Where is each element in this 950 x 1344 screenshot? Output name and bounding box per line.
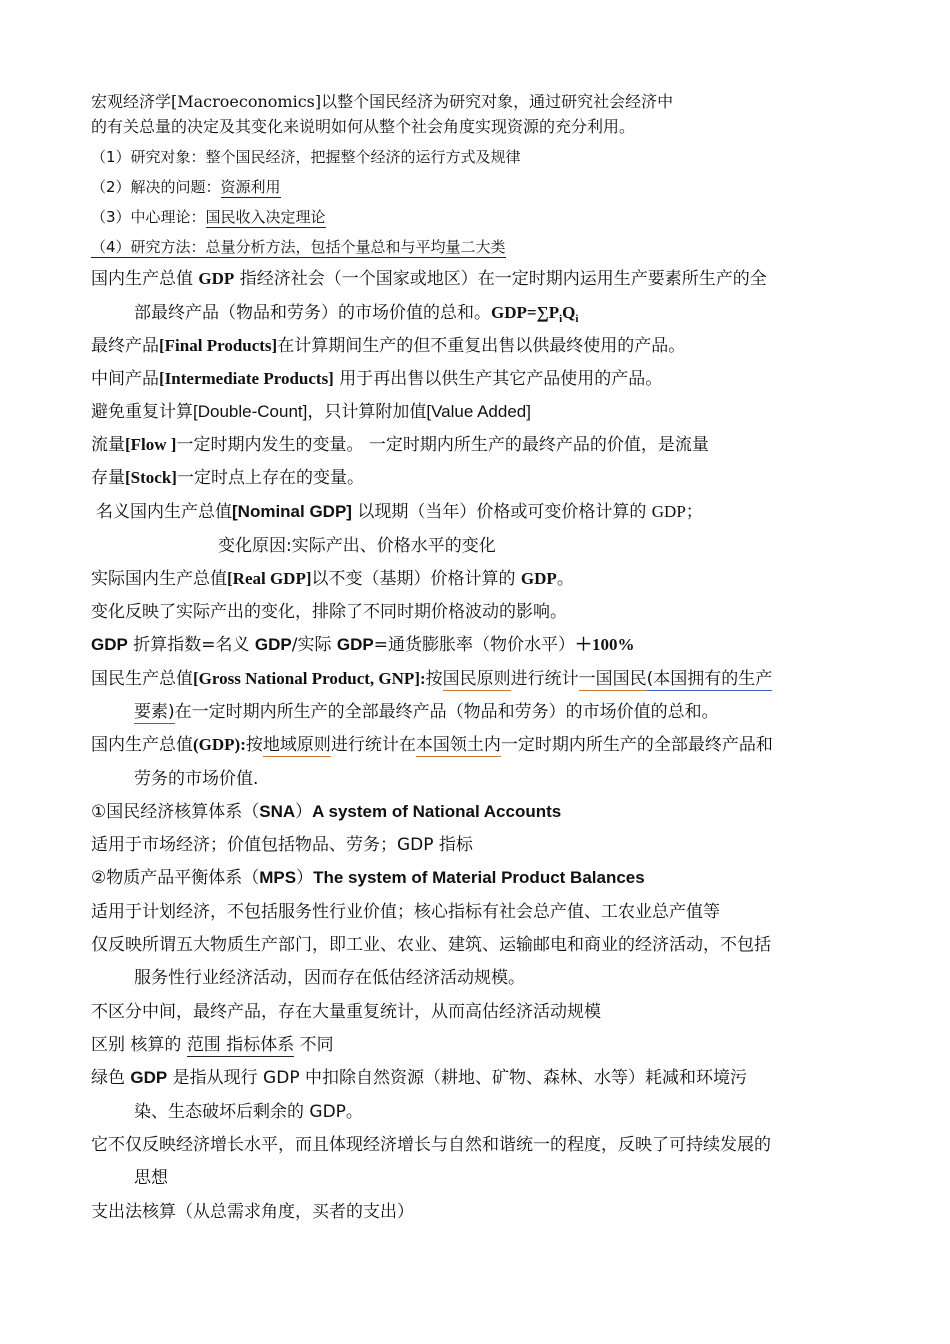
term-english: [Final Products] — [159, 336, 278, 355]
flow-line — [91, 434, 709, 456]
text: 以现期（当年）价格或可变价格计算的 — [351, 502, 652, 522]
text: 。 — [556, 569, 574, 589]
sustain-line-2: 思想 — [134, 1168, 168, 1188]
mps-line — [91, 867, 645, 889]
real-note-line: 变化反映了实际产出的变化，排除了不同时期价格波动的影响。 — [91, 602, 567, 622]
final-products-line — [91, 335, 685, 357]
text: 一定时期内所生产的全部最终产品和 — [500, 735, 773, 755]
term-english: [Real GDP] — [227, 569, 312, 588]
term-english: [Double-Count] — [193, 402, 308, 421]
text: 在计算期间生产的但不重复出售以供最终使用的产品。 — [277, 336, 686, 356]
term-english: (GDP): — [193, 735, 246, 754]
underlined-term: 国民原则 — [442, 669, 511, 689]
text: 一定时期内发生的变量。 一定时期内所生产的最终产品的价值，是流量 — [176, 435, 709, 455]
text: 国内生产总值 — [91, 735, 193, 755]
text: ②物质产品平衡体系（ — [91, 868, 260, 888]
text: 折算指数=名义 — [127, 635, 255, 655]
term-english: [Gross National Product, GNP]: — [193, 669, 426, 688]
no-distinction-line: 不区分中间，最终产品，存在大量重复统计，从而高估经济活动规模 — [91, 1002, 601, 1022]
deflator-line — [91, 634, 634, 656]
intro-line-2: 的有关总量的决定及其变化来说明如何从整个社会角度实现资源的充分利用。 — [91, 117, 636, 136]
text: 中间产品 — [91, 369, 159, 389]
term-english: [Flow ] — [125, 435, 177, 454]
text: 名义国内生产总值 — [96, 502, 232, 522]
nominal-cause-line: 变化原因:实际产出、价格水平的变化 — [218, 536, 496, 556]
green-gdp-line-2: 染、生态破坏后剩余的 GDP。 — [134, 1102, 363, 1122]
text: 绿色 — [91, 1068, 131, 1088]
sna-note-line: 适用于市场经济；价值包括物品、劳务；GDP 指标 — [91, 835, 473, 855]
formula-sub: i — [575, 313, 579, 325]
term-english: The system of Material Product Balances — [313, 868, 645, 887]
point-2-label: （2）解决的问题： — [91, 178, 221, 196]
double-count-line — [91, 401, 531, 423]
formula-main: GDP=∑P — [491, 303, 560, 322]
text: ； — [685, 502, 703, 522]
term-english: [Stock] — [125, 468, 177, 487]
mps-note-line: 适用于计划经济，不包括服务性行业价值；核心指标有社会总产值、工农业总产值等 — [91, 902, 720, 922]
sna-line — [91, 801, 561, 823]
text: 一定时点上存在的变量。 — [176, 468, 364, 488]
text: 进行统计在 — [330, 735, 416, 755]
text: 存量 — [91, 468, 125, 488]
gnp-line-1 — [91, 668, 772, 690]
term-gdp: GDP — [520, 569, 557, 588]
text: 区别 核算的 — [91, 1035, 187, 1055]
text: 以不变（基期）价格计算的 — [311, 569, 521, 589]
text: 国内生产总值 — [91, 269, 199, 289]
intro-text: 以整个国民经济为研究对象，通过研究社会经济中 — [321, 92, 674, 111]
nominal-gdp-line — [96, 501, 703, 523]
five-sectors-line-2: 服务性行业经济活动，因而存在低估经济活动规模。 — [134, 968, 525, 988]
formula-tail: ＋100% — [574, 635, 635, 654]
term-gdp: GDP — [130, 1068, 168, 1087]
term-english: A system of National Accounts — [312, 802, 562, 821]
point-3-value: 国民收入决定理论 — [205, 208, 326, 226]
text: 在一定时期内所生产的全部最终产品（物品和劳务）的市场价值的总和。 — [174, 702, 719, 722]
green-gdp-line-1 — [91, 1067, 747, 1089]
underlined-term: (本国拥有的生产 — [646, 669, 773, 689]
underlined-term: 要素) — [134, 702, 175, 722]
term-english: [Macroeconomics] — [171, 92, 322, 111]
term-gdp: GDP — [91, 635, 128, 654]
text: ①国民经济核算体系（ — [91, 802, 260, 822]
intermediate-line — [91, 368, 662, 390]
text: 进行统计 — [510, 669, 579, 689]
term-gdp: GDP — [336, 635, 374, 654]
underlined-term: 本国领土内 — [415, 735, 501, 755]
difference-line — [91, 1034, 334, 1056]
text: 是指从现行 GDP 中扣除自然资源（耕地、矿物、森林、水等）耗减和环境污 — [167, 1068, 747, 1088]
term-english: [Value Added] — [426, 402, 531, 421]
formula-sub: i — [559, 313, 563, 325]
text: 实际国内生产总值 — [91, 569, 227, 589]
gdp2-line-2: 劳务的市场价值. — [134, 769, 259, 789]
term-macroeconomics: 宏观经济学 — [91, 92, 172, 111]
point-3-label: （3）中心理论： — [91, 208, 206, 226]
gdp-definition-2 — [134, 302, 578, 324]
five-sectors-line-1: 仅反映所谓五大物质生产部门，即工业、农业、建筑、运输邮电和商业的经济活动，不包括 — [91, 935, 771, 955]
text: =通货膨胀率（物价水平） — [373, 635, 575, 655]
gdp-definition-1 — [91, 268, 767, 290]
term-mps: MPS — [259, 868, 297, 887]
text: 国民生产总值 — [91, 669, 193, 689]
intro-line-1 — [91, 91, 673, 113]
text: /实际 — [291, 635, 337, 655]
term-gdp: GDP — [198, 269, 235, 288]
sustain-line-1: 它不仅反映经济增长水平，而且体现经济增长与自然和谐统一的程度，反映了可持续发展的 — [91, 1135, 771, 1155]
text: ，只计算附加值 — [307, 402, 427, 422]
point-2 — [91, 176, 281, 198]
text: ） — [295, 802, 313, 822]
text: 用于再出售以供生产其它产品使用的产品。 — [333, 369, 663, 389]
real-gdp-line — [91, 568, 574, 590]
underlined-term: 范围 指标体系 — [186, 1035, 295, 1055]
text: 部最终产品（物品和劳务）的市场价值的总和。 — [134, 303, 491, 323]
term-english: [Nominal GDP] — [232, 502, 352, 521]
underlined-term: 地域原则 — [262, 735, 331, 755]
text: ） — [296, 868, 314, 888]
text: 按 — [245, 735, 263, 755]
text: 最终产品 — [91, 336, 159, 356]
expenditure-line: 支出法核算（从总需求角度，买者的支出） — [91, 1202, 414, 1222]
text: 指经济社会（一个国家或地区）在一定时期内运用生产要素所生产的全 — [234, 269, 767, 289]
term-sna: SNA — [259, 802, 296, 821]
text: 避免重复计算 — [91, 402, 193, 422]
point-2-value: 资源利用 — [220, 178, 281, 196]
stock-line — [91, 467, 364, 489]
point-3 — [91, 206, 326, 228]
gnp-line-2 — [134, 701, 719, 723]
term-gdp: GDP — [254, 635, 292, 654]
formula-q: Q — [562, 303, 576, 322]
text: 流量 — [91, 435, 125, 455]
point-1: （1）研究对象：整个国民经济，把握整个经济的运行方式及规律 — [91, 148, 521, 166]
gdp-formula — [491, 303, 579, 325]
term-english: [Intermediate Products] — [159, 369, 334, 388]
point-4 — [91, 236, 506, 258]
point-4-text: （4）研究方法：总量分析方法，包括个量总和与平均量二大类 — [91, 238, 506, 256]
text: 按 — [425, 669, 443, 689]
underlined-term: 一国国民 — [578, 669, 647, 689]
term-gdp: GDP — [651, 502, 686, 521]
gdp2-line-1 — [91, 734, 773, 756]
text: 不同 — [294, 1035, 334, 1055]
